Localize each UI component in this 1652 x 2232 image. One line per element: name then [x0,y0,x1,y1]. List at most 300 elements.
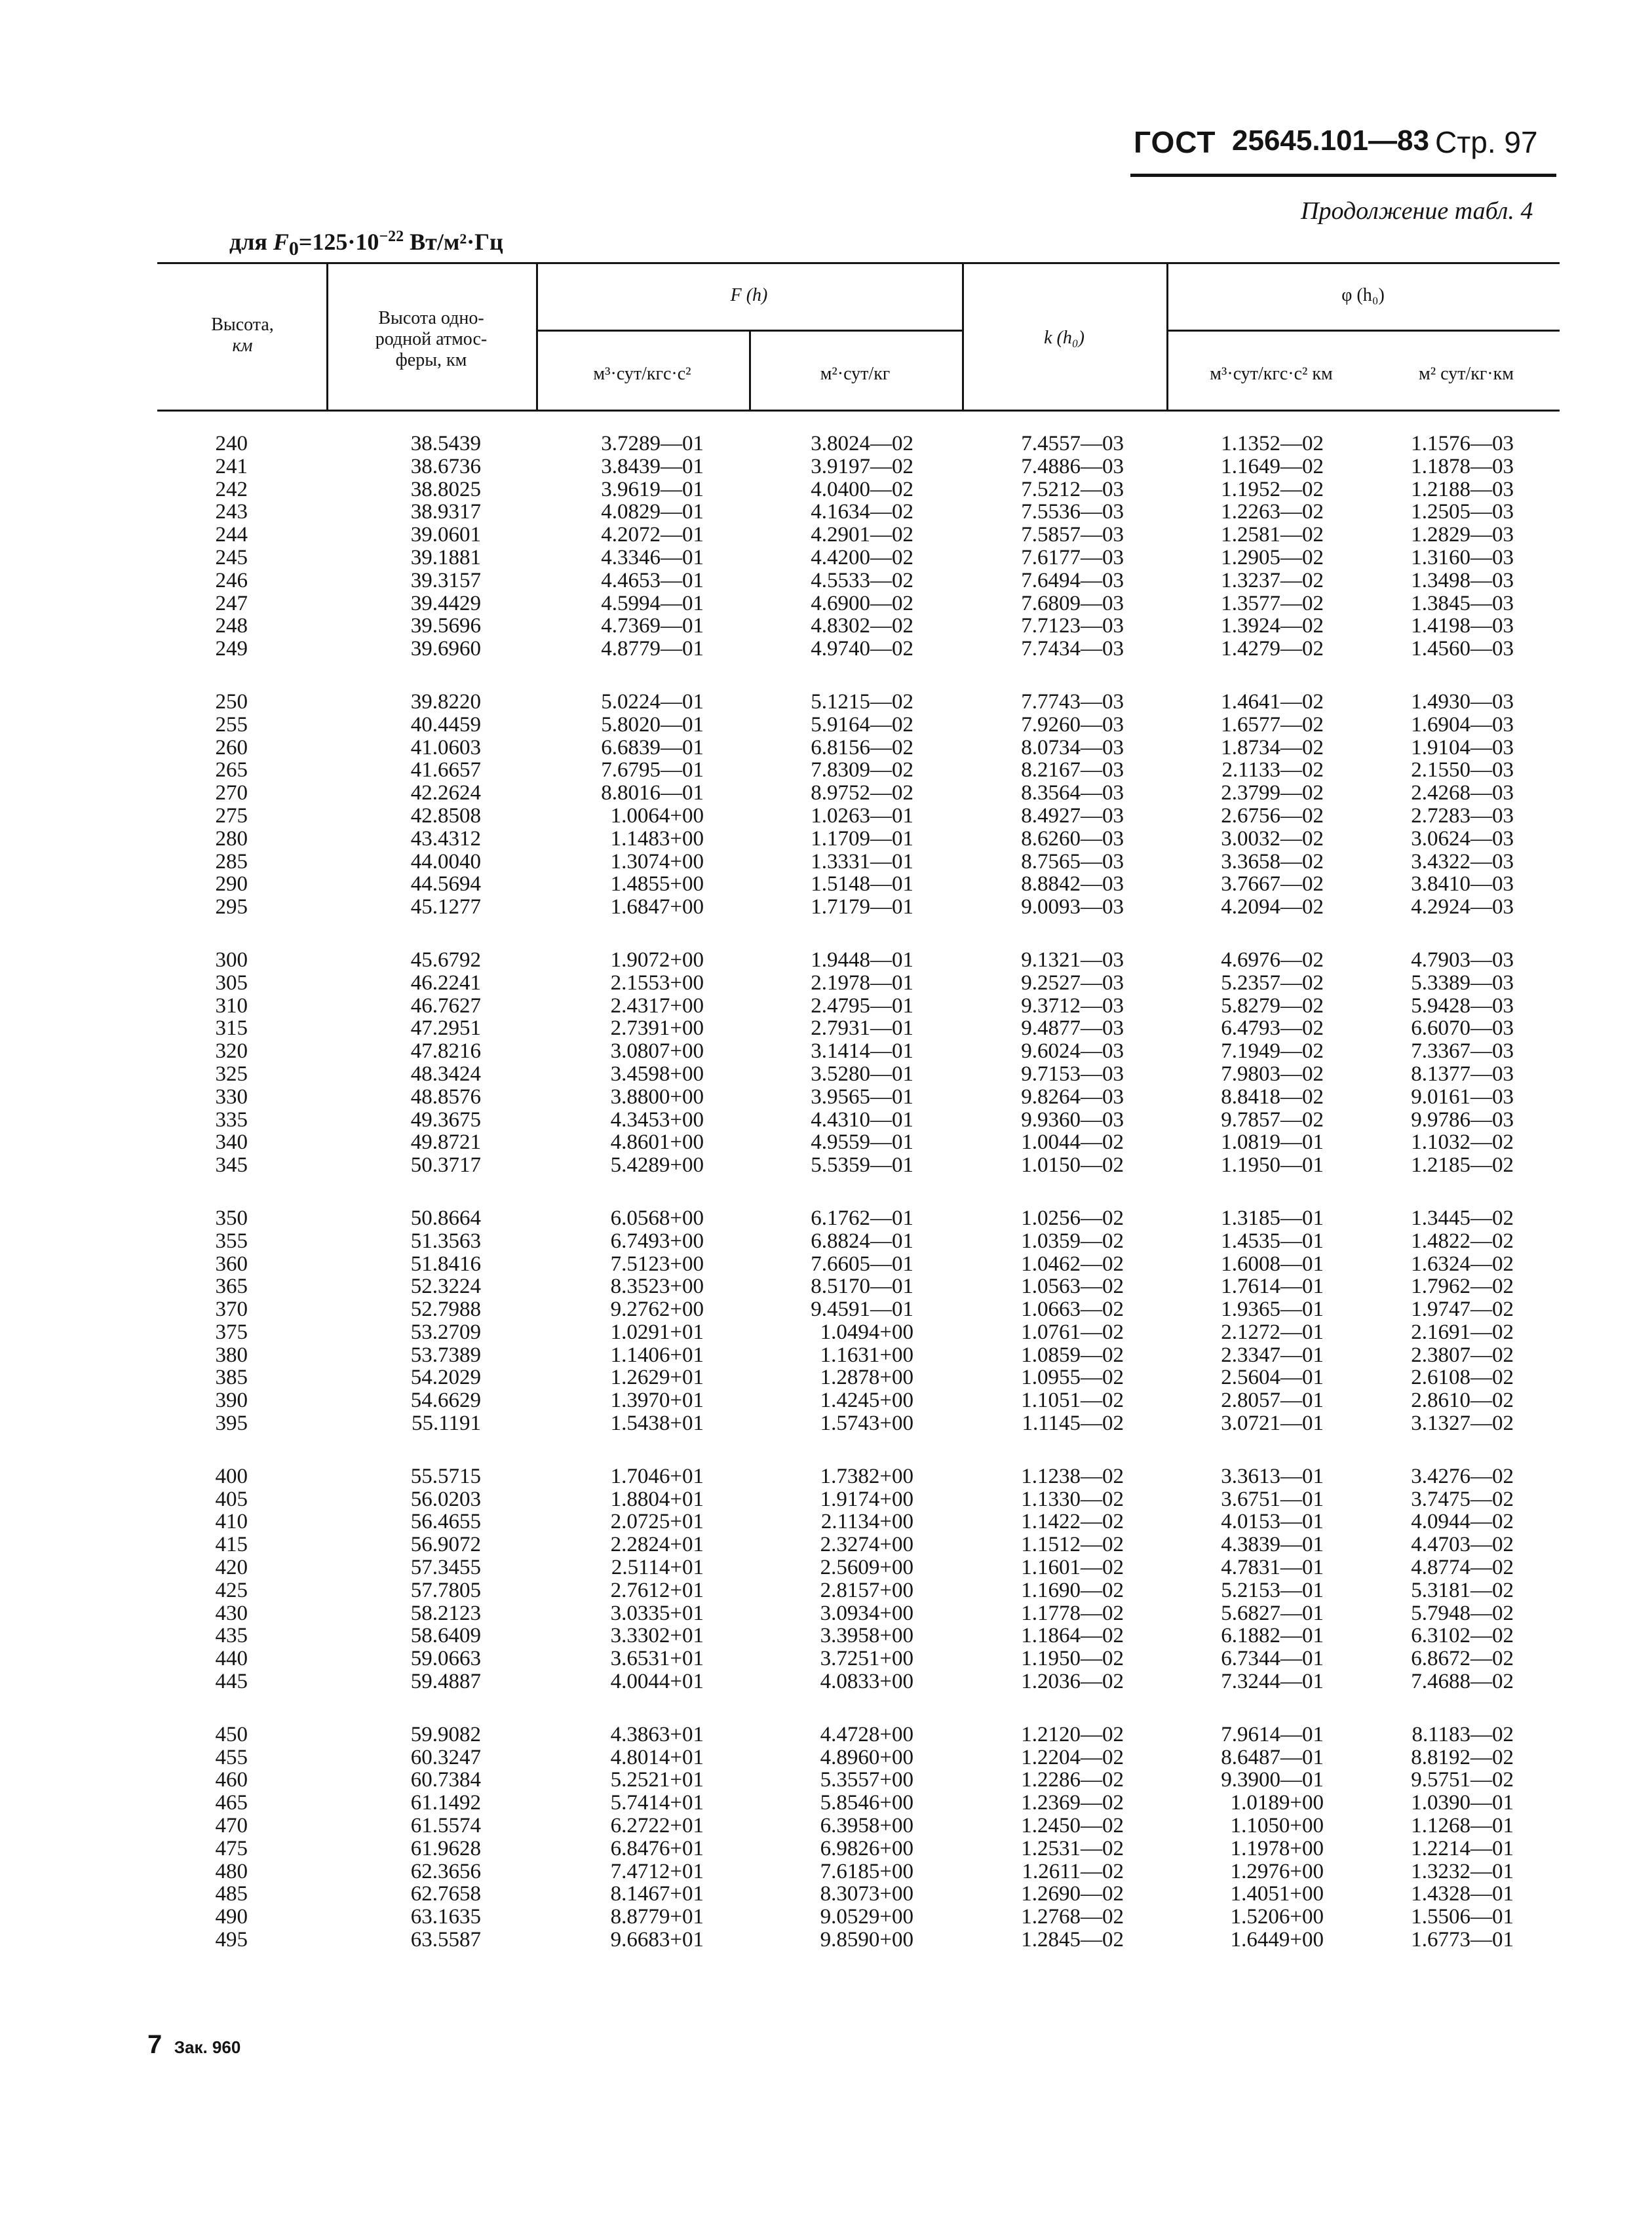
table-cell: 3.7289—01 [601,432,704,455]
table-cell: 52.3224 [410,1275,481,1299]
table-cell: 4.0153—01 [1221,1510,1324,1534]
group-gap [1363,919,1514,949]
table-cell: 3.3613—01 [1221,1464,1324,1488]
table-cell: 3.1327—02 [1411,1412,1514,1436]
table-cell: 4.0944—02 [1411,1510,1514,1534]
table-cell: 46.2241 [410,971,481,995]
table-cell: 9.5751—02 [1411,1768,1514,1792]
table-cell: 4.7831—01 [1221,1556,1324,1580]
table-cell: 2.5609+00 [820,1556,913,1580]
table-cell: 3.7251+00 [820,1647,913,1671]
table-cell: 243 [215,500,248,524]
table-cell: 340 [215,1130,248,1155]
table-cell: 2.2824+01 [610,1533,704,1557]
group-gap [367,1177,481,1207]
table-cell: 445 [215,1670,248,1694]
table-cell: 62.3656 [410,1859,481,1883]
table-cell: 7.1949—02 [1221,1039,1324,1064]
table-cell: 55.1191 [411,1412,481,1436]
table-cell: 1.2976+00 [1230,1859,1324,1883]
table-cell: 5.2521+01 [610,1768,704,1792]
table-cell: 3.5280—01 [811,1062,913,1086]
table-cell: 247 [215,591,248,615]
table-cell: 8.8779+01 [610,1905,704,1929]
table-cell: 8.2167—03 [1021,758,1124,782]
table-cell: 59.4887 [410,1670,481,1694]
table-cell: 4.7903—03 [1411,948,1514,972]
table-cell: 5.9164—02 [811,712,913,737]
caption-subscript: 0 [288,238,299,260]
table-cell: 1.0819—01 [1221,1130,1324,1155]
table-cell: 1.2829—03 [1411,523,1514,547]
table-cell: 53.7389 [410,1343,481,1367]
table-cell: 7.5857—03 [1021,523,1124,547]
table-cell: 3.4276—02 [1411,1464,1514,1488]
table-cell: 1.6847+00 [610,895,704,919]
table-cell: 485 [215,1882,248,1906]
table-cell: 9.8590+00 [820,1928,913,1952]
table-cell: 1.0256—02 [1021,1206,1124,1230]
table-cell: 1.9174+00 [820,1487,913,1511]
table-cell: 2.6756—02 [1221,803,1324,828]
table-cell: 8.5170—01 [811,1275,913,1299]
table-cell: 1.4855+00 [610,872,704,896]
table-cell: 365 [215,1275,248,1299]
table-cell: 4.0829—01 [601,500,704,524]
table-cell: 248 [215,614,248,638]
table-cell: 3.0721—01 [1221,1412,1324,1436]
table-cell: 5.7948—02 [1411,1601,1514,1625]
table-cell: 1.6008—01 [1221,1252,1324,1276]
table-cell: 1.7179—01 [811,895,913,919]
table-cell: 3.7667—02 [1221,872,1324,896]
col-divider-5 [1166,262,1168,410]
table-cell: 470 [215,1814,248,1838]
table-cell: 7.4712+01 [610,1859,704,1883]
table-cell: 6.0568+00 [610,1206,704,1230]
table-cell: 6.8672—02 [1411,1647,1514,1671]
column-height [164,433,248,1952]
table-cell: 1.4822—02 [1411,1229,1514,1253]
table-cell: 63.1635 [410,1905,481,1929]
table-cell: 350 [215,1206,248,1230]
table-cell: 285 [215,849,248,874]
table-cell: 55.5715 [410,1464,481,1488]
table-cell: 47.8216 [410,1039,481,1064]
table-cell: 43.4312 [410,826,481,851]
table-cell: 8.4927—03 [1021,803,1124,828]
group-gap [367,661,481,691]
table-cell: 59.9082 [410,1722,481,1746]
table-cell: 4.9740—02 [811,637,913,661]
table-cell: 2.7931—01 [811,1016,913,1041]
table-cell: 9.4877—03 [1021,1016,1124,1041]
table-cell: 1.0044—02 [1021,1130,1124,1155]
table-cell: 7.6809—03 [1021,591,1124,615]
table-cell: 9.8264—03 [1021,1085,1124,1109]
table-cell: 9.7857—02 [1221,1107,1324,1132]
column-phi-kg [1363,433,1514,1952]
table-cell: 385 [215,1366,248,1390]
table-cell: 1.0859—02 [1021,1343,1124,1367]
table-cell: 39.8220 [410,689,481,714]
table-cell: 1.4641—02 [1221,689,1324,714]
table-cell: 4.8779—01 [601,637,704,661]
table-cell: 2.7283—03 [1411,803,1514,828]
group-gap [1180,661,1324,691]
table-cell: 1.3074+00 [610,849,704,874]
table-cell: 4.3839—01 [1221,1533,1324,1557]
table-cell: 315 [215,1016,248,1041]
table-cell: 1.0563—02 [1021,1275,1124,1299]
table-cell: 1.0150—02 [1021,1153,1124,1178]
table-cell: 430 [215,1601,248,1625]
table-cell: 7.3367—03 [1411,1039,1514,1064]
table-cell: 4.4310—01 [811,1107,913,1132]
table-cell: 260 [215,735,248,760]
table-cell: 49.3675 [410,1107,481,1132]
table-cell: 3.9619—01 [601,477,704,501]
table-cell: 1.2845—02 [1021,1928,1124,1952]
page-footer [147,2030,240,2060]
table-cell: 270 [215,781,248,805]
table-cell: 8.9752—02 [811,781,913,805]
group-gap [1180,919,1324,949]
table-cell: 61.5574 [410,1814,481,1838]
group-gap [1180,1435,1324,1465]
header-rule [1130,174,1556,177]
table-cell: 9.6683+01 [610,1928,704,1952]
table-cell: 1.0263—01 [811,803,913,828]
table-cell: 1.2531—02 [1021,1836,1124,1860]
table-cell: 2.8610—02 [1411,1389,1514,1413]
table-cell: 2.5114+01 [611,1556,704,1580]
group-gap [980,1177,1124,1207]
caption-equation: =125·10 [298,229,379,255]
table-cell: 5.8020—01 [601,712,704,737]
table-cell: 1.1601—02 [1021,1556,1124,1580]
table-cell: 5.8546+00 [820,1791,913,1815]
header-phi-group: φ (h₀) [1341,285,1385,305]
table-cell: 7.7743—03 [1021,689,1124,714]
table-cell: 1.0955—02 [1021,1366,1124,1390]
subheader-rule-right [1166,330,1560,332]
table-cell: 8.8192—02 [1411,1745,1514,1769]
group-gap [980,919,1124,949]
table-cell: 1.5438+01 [610,1412,704,1436]
header-bottom-rule [157,410,1560,412]
table-cell: 375 [215,1320,248,1344]
table-cell: 1.9747—02 [1411,1298,1514,1322]
table-cell: 1.0291+01 [610,1320,704,1344]
table-cell: 6.7344—01 [1221,1647,1324,1671]
table-cell: 2.8157+00 [820,1578,913,1602]
continuation-label: Продолжение табл. 4 [1301,197,1533,225]
table-cell: 3.7475—02 [1411,1487,1514,1511]
table-cell: 62.7658 [410,1882,481,1906]
table-cell: 57.3455 [410,1556,481,1580]
table-cell: 39.3157 [410,568,481,592]
group-gap [1363,1177,1514,1207]
table-caption [229,228,503,260]
table-cell: 1.4535—01 [1221,1229,1324,1253]
table-cell: 1.1709—01 [811,826,913,851]
table-cell: 305 [215,971,248,995]
table-cell: 7.9803—02 [1221,1062,1324,1086]
column-homogeneous-height [367,433,481,1952]
table-cell: 5.2357—02 [1221,971,1324,995]
group-gap [164,661,248,691]
table-cell: 9.3712—03 [1021,993,1124,1018]
table-cell: 3.8800+00 [610,1085,704,1109]
table-cell: 1.2450—02 [1021,1814,1124,1838]
table-cell: 460 [215,1768,248,1792]
group-gap [564,1177,704,1207]
table-cell: 4.9559—01 [811,1130,913,1155]
table-cell: 1.2905—02 [1221,545,1324,569]
header-F-group: F (h) [730,285,768,305]
table-cell: 4.4728+00 [820,1722,913,1746]
table-cell: 3.8439—01 [601,454,704,478]
group-gap [1180,1693,1324,1723]
table-cell: 3.3302+01 [610,1624,704,1648]
col-divider-2 [536,262,538,410]
table-cell: 1.3232—01 [1411,1859,1514,1883]
table-cell: 9.0161—03 [1411,1085,1514,1109]
table-cell: 6.9826+00 [820,1836,913,1860]
table-cell: 1.0761—02 [1021,1320,1124,1344]
table-cell: 345 [215,1153,248,1178]
table-cell: 440 [215,1647,248,1671]
table-cell: 1.7614—01 [1221,1275,1324,1299]
table-cell: 6.4793—02 [1221,1016,1324,1041]
table-cell: 5.8279—02 [1221,993,1324,1018]
table-cell: 2.4795—01 [811,993,913,1018]
table-cell: 1.7962—02 [1411,1275,1514,1299]
table-cell: 8.1467+01 [610,1882,704,1906]
table-cell: 1.3498—03 [1411,568,1514,592]
table-cell: 6.3958+00 [820,1814,913,1838]
table-cell: 2.1550—03 [1411,758,1514,782]
header-homogeneous-line1: Высота одно- [378,308,484,328]
table-cell: 4.3863+01 [610,1722,704,1746]
header-phi-sub2: м² сут/кг·км [1419,364,1514,384]
table-cell: 1.3331—01 [811,849,913,874]
table-cell: 38.5439 [410,432,481,455]
table-cell: 7.6605—01 [811,1252,913,1276]
table-cell: 1.3577—02 [1221,591,1324,615]
table-cell: 1.1778—02 [1021,1601,1124,1625]
table-cell: 1.1145—02 [1022,1412,1124,1436]
table-cell: 1.1422—02 [1021,1510,1124,1534]
table-cell: 1.1050+00 [1230,1814,1324,1838]
column-F-kg [773,433,913,1952]
table-cell: 1.3185—01 [1221,1206,1324,1230]
table-cell: 8.1377—03 [1411,1062,1514,1086]
table-cell: 7.9614—01 [1221,1722,1324,1746]
table-cell: 2.8057—01 [1221,1389,1324,1413]
table-cell: 1.2505—03 [1411,500,1514,524]
column-F-kgf [564,433,704,1952]
table-cell: 325 [215,1062,248,1086]
table-cell: 1.1649—02 [1221,454,1324,478]
table-cell: 4.0833+00 [820,1670,913,1694]
table-cell: 1.1268—01 [1411,1814,1514,1838]
table-cell: 1.2036—02 [1021,1670,1124,1694]
table-cell: 7.4886—03 [1021,454,1124,478]
table-cell: 39.4429 [410,591,481,615]
table-cell: 1.2214—01 [1411,1836,1514,1860]
caption-variable: F [273,229,289,255]
table-cell: 3.8410—03 [1411,872,1514,896]
table-cell: 300 [215,948,248,972]
table-cell: 7.9260—03 [1021,712,1124,737]
table-cell: 1.1878—03 [1411,454,1514,478]
table-cell: 4.4200—02 [811,545,913,569]
group-gap [773,661,913,691]
table-cell: 1.4245+00 [820,1389,913,1413]
table-cell: 44.5694 [410,872,481,896]
table-cell: 4.0400—02 [811,477,913,501]
table-cell: 4.2924—03 [1411,895,1514,919]
group-gap [564,1693,704,1723]
table-cell: 1.1051—02 [1021,1389,1124,1413]
table-cell: 1.4279—02 [1221,637,1324,661]
table-cell: 5.3181—02 [1411,1578,1514,1602]
table-cell: 56.0203 [410,1487,481,1511]
table-cell: 7.8309—02 [811,758,913,782]
table-cell: 2.3347—01 [1221,1343,1324,1367]
table-cell: 250 [215,689,248,714]
table-cell: 4.7369—01 [601,614,704,638]
caption-prefix: для [229,229,273,255]
standard-label: ГОСТ [1134,125,1216,159]
column-phi-kgf [1180,433,1324,1952]
table-cell: 60.3247 [410,1745,481,1769]
table-cell: 48.8576 [410,1085,481,1109]
table-cell: 5.2153—01 [1221,1578,1324,1602]
table-cell: 1.1032—02 [1411,1130,1514,1155]
table-cell: 8.8016—01 [601,781,704,805]
table-cell: 410 [215,1510,248,1534]
group-gap [980,1435,1124,1465]
column-k [980,433,1124,1952]
table-cell: 49.8721 [410,1130,481,1155]
group-gap [564,919,704,949]
table-cell: 8.3073+00 [820,1882,913,1906]
table-cell: 51.8416 [410,1252,481,1276]
table-cell: 6.8156—02 [811,735,913,760]
table-cell: 1.6773—01 [1411,1928,1514,1952]
table-cell: 1.3160—03 [1411,545,1514,569]
table-cell: 8.8842—03 [1021,872,1124,896]
table-cell: 1.2690—02 [1021,1882,1124,1906]
header-height-unit: км [232,336,253,356]
table-cell: 42.8508 [410,803,481,828]
table-cell: 5.6827—01 [1221,1601,1324,1625]
table-cell: 4.8601+00 [610,1130,704,1155]
table-cell: 3.0335+01 [610,1601,704,1625]
table-cell: 2.3807—02 [1411,1343,1514,1367]
table-cell: 465 [215,1791,248,1815]
table-cell: 7.6185+00 [820,1859,913,1883]
table-cell: 1.5148—01 [811,872,913,896]
table-cell: 6.3102—02 [1411,1624,1514,1648]
table-cell: 9.1321—03 [1021,948,1124,972]
table-cell: 2.4317+00 [610,993,704,1018]
order-number: Зак. 960 [174,2037,241,2057]
table-cell: 490 [215,1905,248,1929]
table-cell: 38.6736 [410,454,481,478]
table-cell: 245 [215,545,248,569]
group-gap [564,1435,704,1465]
table-cell: 1.0359—02 [1021,1229,1124,1253]
table-cell: 39.1881 [410,545,481,569]
caption-unit: Вт/м²·Гц [404,229,503,255]
group-gap [1363,1693,1514,1723]
table-cell: 320 [215,1039,248,1064]
table-cell: 1.1631+00 [820,1343,913,1367]
table-cell: 2.1134+00 [820,1510,913,1534]
table-cell: 57.7805 [410,1578,481,1602]
table-cell: 4.4653—01 [601,568,704,592]
group-gap [773,1435,913,1465]
table-cell: 50.8664 [410,1206,481,1230]
table-cell: 335 [215,1107,248,1132]
table-cell: 420 [215,1556,248,1580]
table-cell: 1.2204—02 [1021,1745,1124,1769]
table-cell: 4.8302—02 [811,614,913,638]
table-cell: 2.6108—02 [1411,1366,1514,1390]
caption-exponent: −22 [379,228,404,245]
table-cell: 1.0189+00 [1230,1791,1324,1815]
table-cell: 39.0601 [410,523,481,547]
group-gap [164,1693,248,1723]
table-cell: 1.4198—03 [1411,614,1514,638]
table-cell: 2.1978—01 [811,971,913,995]
table-cell: 1.1950—01 [1221,1153,1324,1178]
table-cell: 1.4930—03 [1411,689,1514,714]
table-cell: 3.3958+00 [820,1624,913,1648]
table-cell: 295 [215,895,248,919]
table-cell: 244 [215,523,248,547]
table-cell: 38.8025 [410,477,481,501]
table-cell: 1.0390—01 [1411,1791,1514,1815]
table-cell: 1.1512—02 [1021,1533,1124,1557]
table-cell: 1.9104—03 [1411,735,1514,760]
header-homogeneous [333,308,529,371]
table-cell: 1.1690—02 [1021,1578,1124,1602]
table-cell: 1.4560—03 [1411,637,1514,661]
group-gap [367,1693,481,1723]
table-cell: 2.1272—01 [1221,1320,1324,1344]
table-cell: 47.2951 [410,1016,481,1041]
table-cell: 310 [215,993,248,1018]
table-cell: 7.6177—03 [1021,545,1124,569]
group-gap [773,1693,913,1723]
table-cell: 1.2768—02 [1021,1905,1124,1929]
table-cell: 1.0462—02 [1021,1252,1124,1276]
table-cell: 1.4051+00 [1230,1882,1324,1906]
table-cell: 1.2581—02 [1221,523,1324,547]
table-cell: 1.0064+00 [610,803,704,828]
table-cell: 1.8804+01 [610,1487,704,1511]
table-cell: 1.0494+00 [820,1320,913,1344]
header-height [164,315,321,356]
group-gap [773,919,913,949]
table-cell: 9.9360—03 [1021,1107,1124,1132]
table-cell: 1.6324—02 [1411,1252,1514,1276]
